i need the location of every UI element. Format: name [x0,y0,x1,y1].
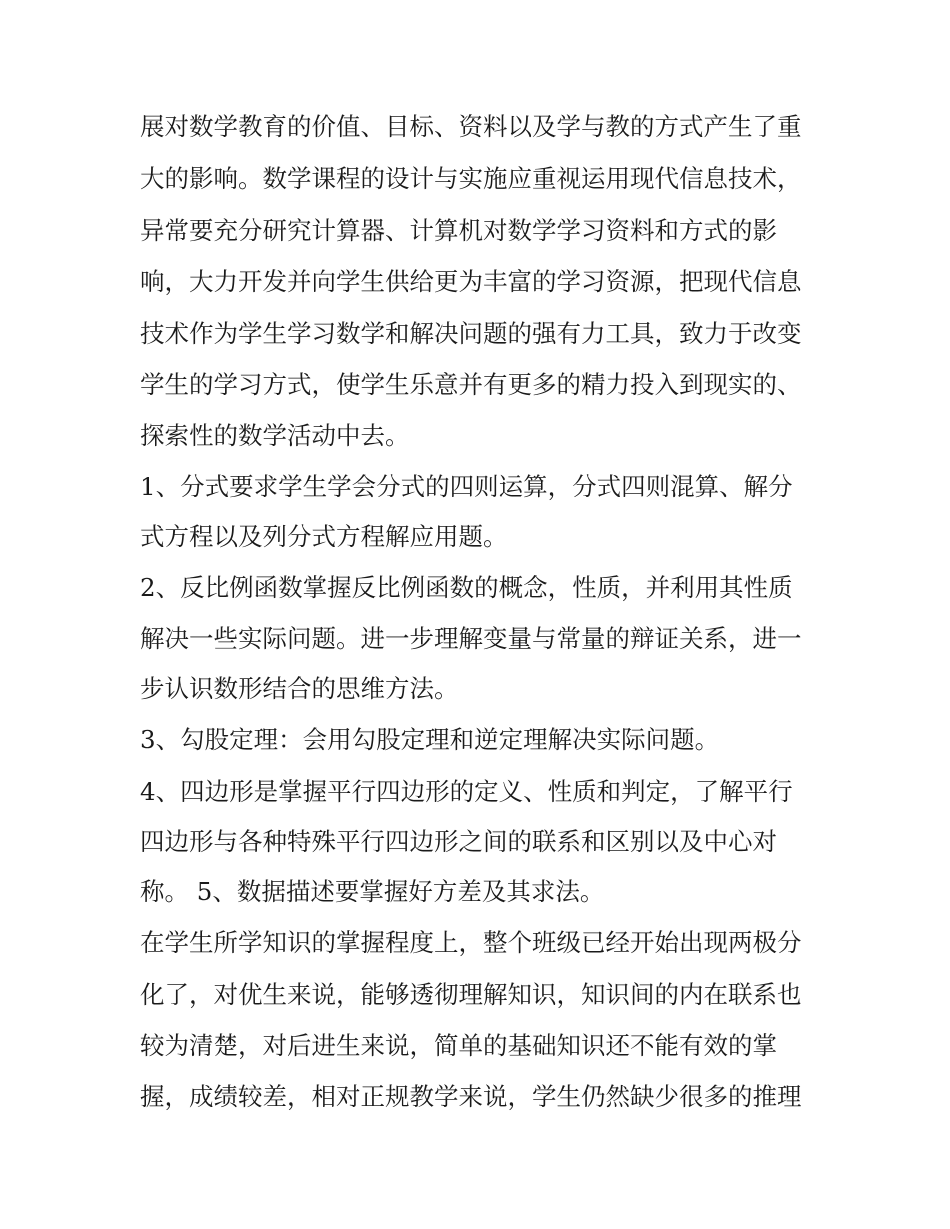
text-line: 3、勾股定理：会用勾股定理和逆定理解决实际问题。 [140,725,720,754]
text-line: 四边形与各种特殊平行四边形之间的联系和区别以及中心对 [140,827,777,856]
text-line: 学生的学习方式，使学生乐意并有更多的精力投入到现实的、 [140,370,802,399]
text-line: 展对数学教育的价值、目标、资料以及学与教的方式产生了重 [140,112,802,141]
text-line: 探索性的数学活动中去。 [140,421,410,450]
text-line: 响，大力开发并向学生供给更为丰富的学习资源，把现代信息 [140,267,802,296]
text-line: 2、反比例函数掌握反比例函数的概念，性质，并利用其性质 [140,573,793,602]
text-line: 1、分式要求学生学会分式的四则运算，分式四则混算、解分 [140,472,793,501]
text-line: 技术作为学生学习数学和解决问题的强有力工具，致力于改变 [140,319,802,348]
text-line: 大的影响。数学课程的设计与实施应重视运用现代信息技术， [140,164,802,193]
text-line: 解决一些实际问题。进一步理解变量与常量的辩证关系，进一 [140,624,802,653]
text-line: 式方程以及列分式方程解应用题。 [140,522,508,551]
text-line: 异常要充分研究计算器、计算机对数学学习资料和方式的影 [140,216,777,245]
text-line: 化了，对优生来说，能够透彻理解知识，知识间的内在联系也 [140,980,802,1009]
text-line: 称。 5、数据描述要掌握好方差及其求法。 [140,877,605,906]
text-line: 在学生所学知识的掌握程度上，整个班级已经开始出现两极分 [140,928,802,957]
text-line: 4、四边形是掌握平行四边形的定义、性质和判定，了解平行 [140,777,793,806]
text-line: 较为清楚，对后进生来说，简单的基础知识还不能有效的掌 [140,1031,777,1060]
text-line: 握，成绩较差，相对正规教学来说，学生仍然缺少很多的推理 [140,1082,802,1111]
text-line: 步认识数形结合的思维方法。 [140,674,459,703]
